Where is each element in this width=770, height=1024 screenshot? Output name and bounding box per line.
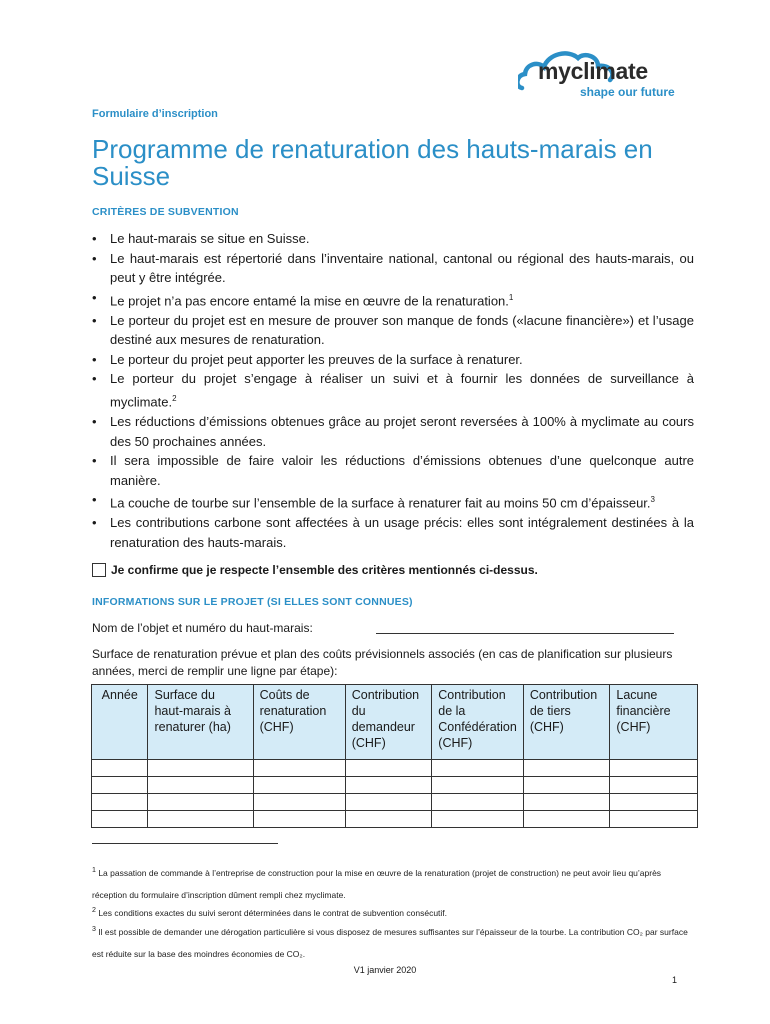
- table-cell[interactable]: [345, 811, 432, 828]
- criteria-item: • Le porteur du projet s’engage à réaliser un suivi et à fournir les données de surveillance à myclimate.$^2$: [92, 371, 694, 410]
- table-cell[interactable]: [432, 760, 524, 777]
- table-cell[interactable]: [432, 777, 524, 794]
- table-cell[interactable]: [610, 811, 698, 828]
- bullet-icon: •: [92, 231, 97, 246]
- table-header-row: [92, 685, 698, 760]
- criteria-item: • La couche de tourbe sur l’ensemble de la surface à renaturer fait au moins 50 cm d’épaisseur.$^3$: [92, 492, 655, 511]
- table-cell[interactable]: [253, 760, 345, 777]
- table-cell[interactable]: [345, 794, 432, 811]
- footnote-ref: 2: [172, 394, 177, 404]
- object-name-label: Nom de l’objet et numéro du haut-marais:: [92, 621, 313, 635]
- table-cell[interactable]: [610, 794, 698, 811]
- bullet-icon: •: [92, 289, 97, 305]
- criteria-item: • Il sera impossible de faire valoir les réductions d’émissions obtenues d’une quelconque autre manière.: [92, 453, 694, 488]
- footnote-separator: [92, 843, 278, 844]
- footnote-ref: 3: [650, 495, 655, 505]
- logo-tagline: shape our future: [580, 85, 675, 99]
- table-cell[interactable]: [523, 811, 610, 828]
- table-cell[interactable]: [148, 794, 253, 811]
- version-label: V1 janvier 2020: [353, 965, 417, 975]
- table-cell[interactable]: [523, 777, 610, 794]
- criteria-item: • Le porteur du projet peut apporter les preuves de la surface à renaturer.: [92, 350, 694, 370]
- criteria-heading: CRITÈRES DE SUBVENTION: [92, 206, 239, 218]
- table-cell[interactable]: [345, 777, 432, 794]
- table-cell[interactable]: [253, 794, 345, 811]
- table-cell[interactable]: [92, 760, 148, 777]
- table-cell[interactable]: [253, 777, 345, 794]
- criteria-item: • Le haut-marais se situe en Suisse.: [92, 229, 694, 249]
- cost-plan-table: [91, 684, 698, 828]
- confirm-checkbox[interactable]: [92, 563, 106, 577]
- table-cell[interactable]: [148, 777, 253, 794]
- table-row: [92, 794, 698, 811]
- logo-wordmark: myclimate: [538, 58, 648, 84]
- table-cell[interactable]: [523, 760, 610, 777]
- table-header-cell: Lacune financière (CHF): [610, 685, 698, 760]
- bullet-icon: •: [92, 515, 97, 531]
- myclimate-logo: [518, 50, 688, 104]
- bullet-icon: •: [92, 250, 97, 266]
- table-header-cell: Contribution du demandeur (CHF): [345, 685, 432, 760]
- table-cell[interactable]: [610, 760, 698, 777]
- table-header-cell: Année: [92, 685, 148, 760]
- project-info-heading: INFORMATIONS SUR LE PROJET (SI ELLES SONT CONNUES): [92, 596, 413, 608]
- form-type-label: Formulaire d’inscription: [92, 108, 218, 120]
- bullet-icon: •: [92, 312, 97, 328]
- confirm-label: Je confirme que je respecte l’ensemble des critères mentionnés ci-dessus.: [111, 563, 538, 577]
- table-row: [92, 811, 698, 828]
- table-row: [92, 760, 698, 777]
- criteria-item: • Les réductions d’émissions obtenues grâce au projet seront reversées à 100% à myclimate au cours des 50 prochaines années.: [92, 414, 694, 449]
- table-cell[interactable]: [432, 794, 524, 811]
- page-title: Programme de renaturation des hauts-marais en Suisse: [92, 134, 653, 191]
- bullet-icon: •: [92, 351, 97, 367]
- table-cell[interactable]: [92, 777, 148, 794]
- criteria-item: • Les contributions carbone sont affectées à un usage précis: elles sont intégralement destinées à la renaturation des hauts-marais.: [92, 515, 694, 550]
- table-cell[interactable]: [148, 811, 253, 828]
- table-cell[interactable]: [148, 760, 253, 777]
- footnote-3: $^3$ Il est possible de demander une dérogation particulière si vous disposez de mesures suffisantes sur l’épaisseur de la tourbe. La contribution CO₂ par surface est réduite sur la base des moindres économies de CO₂.: [92, 925, 688, 959]
- footnote-2: $^2$ Les conditions exactes du suivi seront déterminées dans le contrat de subvention consécutif.: [92, 906, 448, 918]
- table-cell[interactable]: [253, 811, 345, 828]
- table-header-cell: Contribution de la Confédération (CHF): [432, 685, 524, 760]
- confirm-criteria[interactable]: [92, 563, 538, 577]
- criteria-item: • Le porteur du projet est en mesure de prouver son manque de fonds («lacune financière») et l’usage destiné aux mesures de renaturation.: [92, 312, 694, 348]
- bullet-icon: •: [92, 371, 97, 387]
- criteria-item: • Le haut-marais est répertorié dans l’inventaire national, cantonal ou régional des hauts-marais, ou peut y être intégrée.: [92, 250, 694, 286]
- criteria-item: • Le projet n’a pas encore entamé la mise en œuvre de la renaturation.$^1$: [92, 289, 514, 309]
- table-header-cell: Coûts de renaturation (CHF): [253, 685, 345, 760]
- table-header-cell: Contribution de tiers (CHF): [523, 685, 610, 760]
- table-cell[interactable]: [92, 811, 148, 828]
- footnote-1: $^1$ La passation de commande à l’entreprise de construction pour la mise en œuvre de la renaturation (projet de construction) ne peut avoir lieu qu’après réception du formulaire d’inscription dûment rempli chez myclimate.: [92, 866, 662, 900]
- table-cell[interactable]: [432, 811, 524, 828]
- bullet-icon: •: [92, 453, 97, 469]
- table-header-cell: Surface du haut-marais à renaturer (ha): [148, 685, 253, 760]
- bullet-icon: •: [92, 492, 97, 508]
- criteria-list: [92, 229, 694, 552]
- bullet-icon: •: [92, 414, 97, 429]
- table-cell[interactable]: [92, 794, 148, 811]
- footnote-ref: 1: [508, 292, 514, 302]
- table-row: [92, 777, 698, 794]
- cost-plan-instructions: Surface de renaturation prévue et plan des coûts prévisionnels associés (en cas de planification sur plusieurs années, merci de remplir une ligne par étape):: [92, 647, 673, 678]
- object-name-input[interactable]: [376, 633, 674, 634]
- table-cell[interactable]: [523, 794, 610, 811]
- page-number: 1: [672, 975, 678, 985]
- table-cell[interactable]: [345, 760, 432, 777]
- table-cell[interactable]: [610, 777, 698, 794]
